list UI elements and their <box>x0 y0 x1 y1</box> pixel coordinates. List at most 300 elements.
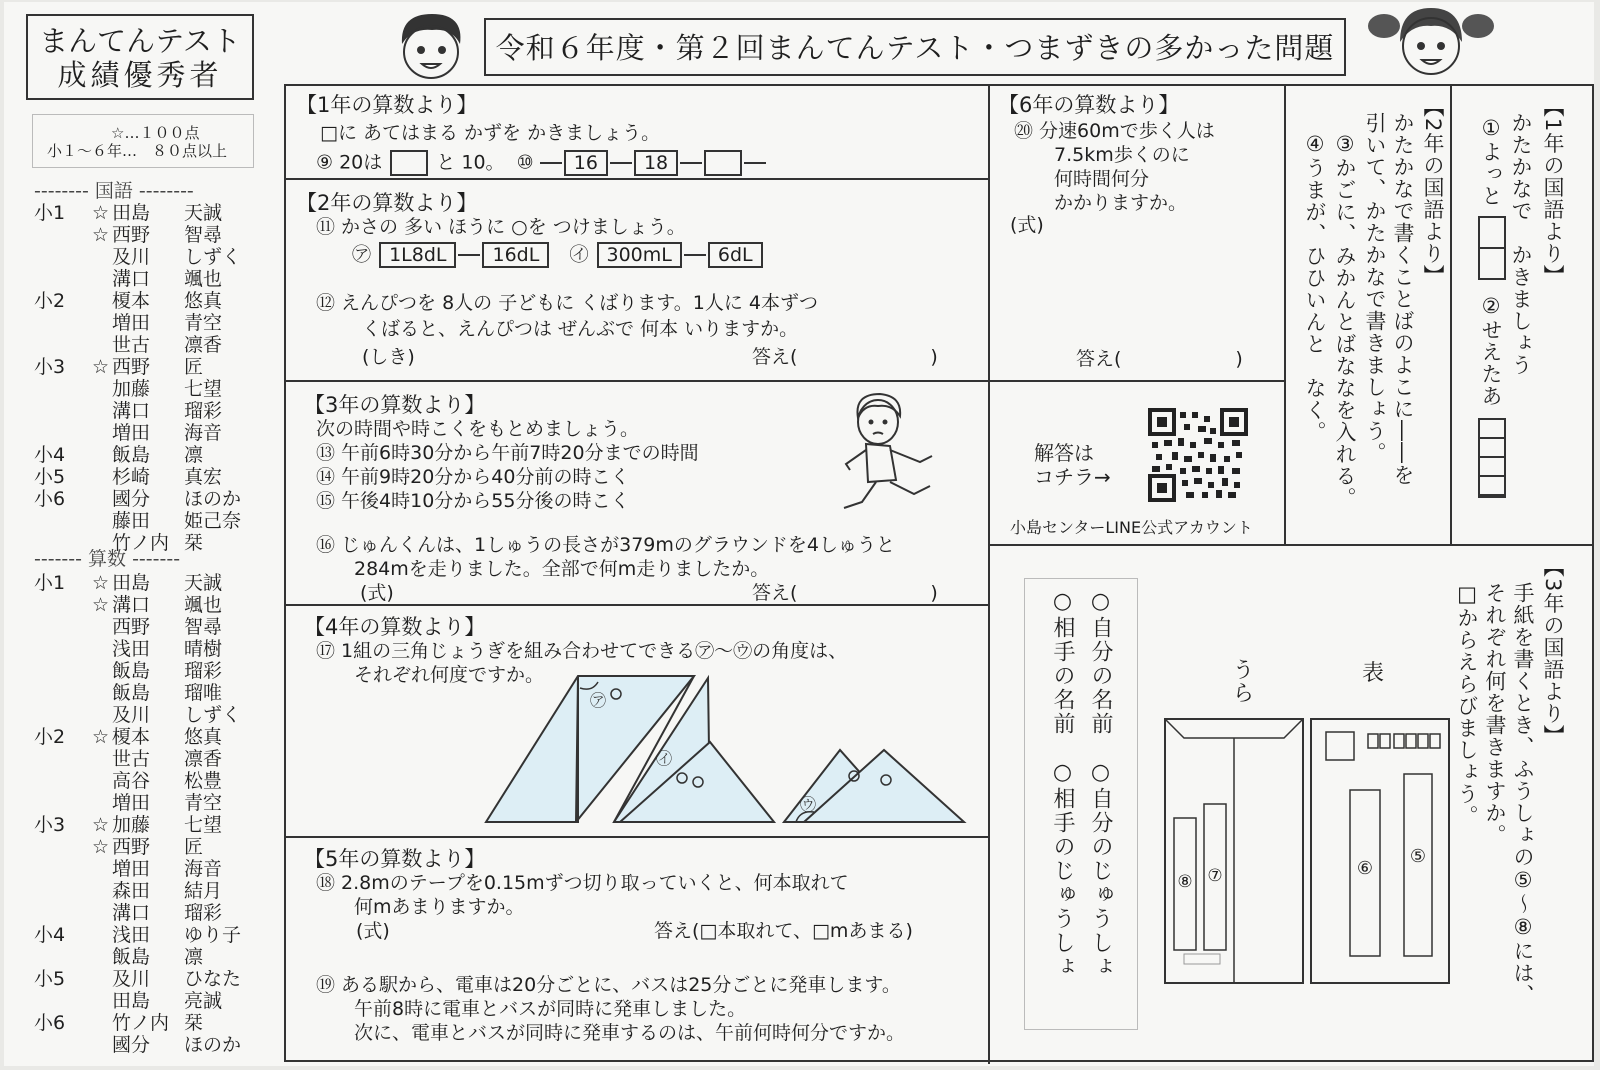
winner-given: 智尋 <box>184 616 223 638</box>
sansu-winner-row <box>34 836 254 858</box>
winner-star: ☆ <box>92 356 110 378</box>
winner-star: ☆ <box>92 836 110 858</box>
winners-title-box <box>26 14 254 100</box>
g5-header: 【5年の算数より】 <box>304 847 486 871</box>
sansu-winner-row <box>34 814 254 836</box>
kokugo2-q3: ③かごに、みかんとばななを入れる。 <box>1333 132 1357 509</box>
winner-grade <box>34 246 92 268</box>
g4-q17-b: それぞれ何度ですか。 <box>354 664 545 686</box>
winner-grade <box>34 990 92 1012</box>
winner-star <box>92 770 112 792</box>
winner-family: 田島 <box>112 202 151 224</box>
choices-line-1: ○自分の名前 ○自分のじゅうしょ <box>1088 589 1113 979</box>
winner-star <box>92 858 112 880</box>
winner-family: 西野 <box>112 836 151 858</box>
winner-grade <box>34 400 92 422</box>
angle-label-a: ㋐ <box>590 691 607 710</box>
winner-grade <box>34 268 92 290</box>
dash <box>680 162 702 164</box>
winner-given: 天誠 <box>184 202 223 224</box>
kokugo1-line-1: かたかなで かきましょう <box>1509 112 1533 376</box>
winner-family: 溝口 <box>112 400 151 422</box>
sansu-winner-row <box>34 682 254 704</box>
g2-q12-a: ⑫ えんぴつを 8人の 子どもに くばります。1人に 4本ずつ <box>316 292 818 314</box>
winner-family: 榎本 <box>112 290 151 312</box>
winner-star <box>92 902 112 924</box>
option-i-1[interactable]: 300mL <box>597 242 682 268</box>
choices-line-2: ○相手の名前 ○相手のじゅうしょ <box>1050 589 1075 979</box>
g4-q17-a: ⑰ 1組の三角じょうぎを組み合わせてできる㋐～㋒の角度は、 <box>316 640 848 662</box>
winner-given: 悠真 <box>184 290 223 312</box>
winner-star <box>92 924 112 946</box>
girl-avatar <box>1366 2 1496 80</box>
winner-star <box>92 422 112 444</box>
g1-header: 【1年の算数より】 <box>296 93 478 117</box>
winner-given: 青空 <box>184 312 223 334</box>
winner-grade: 小1 <box>34 572 66 594</box>
winner-star <box>92 748 112 770</box>
winner-family: 竹ノ内 <box>112 1012 170 1034</box>
g3-q16-a: ⑯ じゅんくんは、1しゅうの長さが379mのグラウンドを4しゅうと <box>316 534 895 556</box>
winner-grade <box>34 836 92 858</box>
winner-star <box>92 990 112 1012</box>
winner-given: 颯也 <box>184 268 223 290</box>
g6-shiki: (式) <box>1010 214 1044 236</box>
winner-given: 匠 <box>184 356 204 378</box>
dash <box>684 254 706 256</box>
g3-q14: ⑭ 午前9時20分から40分前の時こく <box>316 466 630 488</box>
dash <box>610 162 632 164</box>
winner-star <box>92 334 112 356</box>
winner-given: ゆり子 <box>184 924 242 946</box>
g3-header: 【3年の算数より】 <box>304 393 486 417</box>
winner-grade <box>34 748 92 770</box>
winner-grade: 小2 <box>34 290 66 312</box>
sansu-winner-row <box>34 880 254 902</box>
winner-grade <box>34 510 92 532</box>
winner-given: 結月 <box>184 880 223 902</box>
g5-q19-a: ⑲ ある駅から、電車は20分ごとに、バスは25分ごとに発車します。 <box>316 974 901 996</box>
test-sheet <box>4 2 1594 1066</box>
divider-h-6 <box>988 544 1594 546</box>
dash <box>744 162 766 164</box>
winner-given: 瑠彩 <box>184 400 223 422</box>
winner-given: 天誠 <box>184 572 223 594</box>
winner-star: ☆ <box>92 726 110 748</box>
legend-line-1: ☆…１００点 <box>111 124 200 142</box>
divider-v-1 <box>988 84 990 1064</box>
seq-16: 16 <box>564 150 608 176</box>
winner-star: ☆ <box>92 202 110 224</box>
winner-family: 田島 <box>112 572 151 594</box>
winner-star <box>92 268 112 290</box>
g1-q9-q10 <box>316 150 766 176</box>
winner-grade: 小1 <box>34 202 66 224</box>
sansu-winner-row <box>34 594 254 616</box>
winner-given: 海音 <box>184 858 223 880</box>
kokugo-winner-row <box>34 290 254 312</box>
winner-star <box>92 378 112 400</box>
option-a-mark: ㋐ <box>352 243 372 266</box>
winner-star <box>92 1012 112 1034</box>
envelope-slot-7: ⑦ <box>1207 866 1223 886</box>
sansu-winner-row <box>34 572 254 594</box>
winner-family: 溝口 <box>112 268 151 290</box>
winner-grade: 小3 <box>34 356 66 378</box>
kokugo1-q2: ②せえたあ <box>1479 294 1503 407</box>
winner-given: 智尋 <box>184 224 223 246</box>
winner-family: 及川 <box>112 968 151 990</box>
kokugo1-header: 【1年の国語より】 <box>1541 96 1565 287</box>
option-a-1[interactable]: 1L8dL <box>379 242 456 268</box>
winner-family: 藤田 <box>112 510 151 532</box>
winners-legend <box>32 114 254 168</box>
winner-grade: 小2 <box>34 726 66 748</box>
winners-title-2: 成績優秀者 <box>57 58 223 92</box>
winner-star <box>92 638 112 660</box>
kokugo-winner-row <box>34 334 254 356</box>
g6-q20-a: ⑳ 分速60mで歩く人は <box>1014 120 1215 142</box>
winner-given: 真宏 <box>184 466 223 488</box>
kokugo-winner-row <box>34 246 254 268</box>
winner-family: 國分 <box>112 1034 151 1056</box>
envelope-back <box>1164 718 1304 984</box>
winner-family: 竹ノ内 <box>112 532 170 554</box>
sansu-winner-row <box>34 858 254 880</box>
winner-given: ひなた <box>184 968 242 990</box>
q9-text: ⑨ 20は <box>316 151 383 174</box>
q9-answer-box[interactable] <box>390 150 428 176</box>
kokugo3-line-1: 手紙を書くとき、ふうしょの⑤～⑧には、 <box>1511 582 1535 1006</box>
g5-q18-a: ⑱ 2.8mのテープを0.15mずつ切り取っていくと、何本取れて <box>316 872 849 894</box>
winner-grade: 小5 <box>34 968 66 990</box>
g5-q19-c: 次に、電車とバスが同時に発車するのは、午前何時何分ですか。 <box>354 1022 906 1044</box>
winner-family: 増田 <box>112 858 151 880</box>
winner-given: 凛 <box>184 444 204 466</box>
winner-given: 栞 <box>184 1012 204 1034</box>
winner-star <box>92 968 112 990</box>
winner-grade: 小4 <box>34 444 66 466</box>
sansu-winner-row <box>34 1034 254 1056</box>
envelope-slot-5: ⑤ <box>1409 846 1427 867</box>
g5-shiki: (式) <box>356 920 390 942</box>
winner-family: 増田 <box>112 792 151 814</box>
winner-star <box>92 792 112 814</box>
winner-grade <box>34 312 92 334</box>
winner-family: 飯島 <box>112 682 151 704</box>
kokugo-winner-row <box>34 488 254 510</box>
g3-instruction: 次の時間や時こくをもとめましょう。 <box>316 418 640 440</box>
winner-family: 加藤 <box>112 814 151 836</box>
kokugo2-q4: ④うまが、ひひいんと なく。 <box>1303 132 1327 443</box>
sansu-winner-row <box>34 968 254 990</box>
seq-18: 18 <box>634 150 678 176</box>
kokugo3-line-3: □からえらびましょう。 <box>1455 582 1479 827</box>
g5-answer: 答え(□本取れて、□mあまる) <box>654 920 913 942</box>
winner-star <box>92 880 112 902</box>
winner-given: 匠 <box>184 836 204 858</box>
winner-grade <box>34 1034 92 1056</box>
winner-star: ☆ <box>92 224 110 246</box>
winner-grade <box>34 422 92 444</box>
kokugo-winner-row <box>34 202 254 224</box>
kokugo-winner-row <box>34 510 254 532</box>
g2-q11-options <box>352 242 765 268</box>
winner-star <box>92 400 112 422</box>
kokugo2-header: 【2年の国語より】 <box>1421 96 1445 287</box>
q9-text-b: と 10。 <box>436 151 505 174</box>
g6-q20-c: 何時間何分 <box>1054 168 1150 190</box>
kokugo1-q1: ①よっと <box>1479 116 1503 207</box>
sansu-winner-row <box>34 946 254 968</box>
winner-star: ☆ <box>92 594 110 616</box>
kokugo-winner-row <box>34 444 254 466</box>
winner-given: 瑠唯 <box>184 682 223 704</box>
winner-family: 浅田 <box>112 924 151 946</box>
divider-v-3 <box>1450 84 1452 544</box>
winner-family: 西野 <box>112 224 151 246</box>
winner-family: 榎本 <box>112 726 151 748</box>
winner-grade: 小6 <box>34 1012 66 1034</box>
kokugo-winner-row <box>34 466 254 488</box>
g5-q18-b: 何mあまりますか。 <box>354 896 525 918</box>
winner-given: 姫己奈 <box>184 510 242 532</box>
sansu-divider: ------- 算数 ------- <box>34 548 181 570</box>
divider-h-1 <box>284 178 990 180</box>
winner-given: 晴樹 <box>184 638 223 660</box>
winner-family: 杉崎 <box>112 466 151 488</box>
winner-grade: 小4 <box>34 924 66 946</box>
winner-family: 世古 <box>112 748 151 770</box>
winner-given: 悠真 <box>184 726 223 748</box>
sansu-winner-row <box>34 660 254 682</box>
g3-q16-b: 284mを走りました。全部で何m走りましたか。 <box>354 558 770 580</box>
winner-star <box>92 660 112 682</box>
winner-given: 七望 <box>184 814 223 836</box>
divider-h-2 <box>284 380 990 382</box>
winner-family: 西野 <box>112 616 151 638</box>
winner-family: 増田 <box>112 312 151 334</box>
g5-q19-b: 午前8時に電車とバスが同時に発車しました。 <box>354 998 747 1020</box>
winner-star <box>92 466 112 488</box>
g2-q11: ⑪ かさの 多い ほうに ○を つけましょう。 <box>316 216 686 238</box>
kokugo-winner-row <box>34 356 254 378</box>
winner-star: ☆ <box>92 814 110 836</box>
winner-star <box>92 1034 112 1056</box>
winners-title-1: まんてんテスト <box>39 24 241 58</box>
winner-given: 颯也 <box>184 594 223 616</box>
envelope-back-label: うら <box>1229 658 1254 704</box>
winner-star <box>92 312 112 334</box>
winner-grade <box>34 902 92 924</box>
choices-box <box>1024 578 1138 1030</box>
g3-answer: 答え( ) <box>752 582 938 604</box>
winner-star <box>92 682 112 704</box>
winner-grade: 小6 <box>34 488 66 510</box>
angle-label-i: ㋑ <box>656 749 673 768</box>
winner-star <box>92 946 112 968</box>
winner-grade <box>34 660 92 682</box>
winner-grade <box>34 858 92 880</box>
winner-family: 増田 <box>112 422 151 444</box>
kokugo2-line-2: 引いて、かたかなで書きましょう。 <box>1363 112 1387 464</box>
main-title: 令和６年度・第２回まんてんテスト・つまずきの多かった問題 <box>495 31 1335 65</box>
winner-family: 飯島 <box>112 444 151 466</box>
qr-code[interactable] <box>1148 408 1248 502</box>
winner-grade <box>34 946 92 968</box>
winner-family: 飯島 <box>112 946 151 968</box>
g4-header: 【4年の算数より】 <box>304 615 486 639</box>
legend-line-2: 小１～６年… ８０点以上 <box>47 142 228 160</box>
winner-grade <box>34 616 92 638</box>
sansu-winner-row <box>34 1012 254 1034</box>
winner-grade: 小5 <box>34 466 66 488</box>
winner-family: 高谷 <box>112 770 151 792</box>
winner-family: 加藤 <box>112 378 151 400</box>
g6-header: 【6年の算数より】 <box>998 93 1180 117</box>
option-i-2[interactable]: 6dL <box>708 242 763 268</box>
winner-star <box>92 704 112 726</box>
winner-given: 亮誠 <box>184 990 223 1012</box>
winner-given: 松豊 <box>184 770 223 792</box>
winner-given: 凛 <box>184 946 204 968</box>
winner-given: 瑠彩 <box>184 660 223 682</box>
winner-star <box>92 488 112 510</box>
sansu-winner-row <box>34 924 254 946</box>
winner-grade <box>34 880 92 902</box>
g6-answer: 答え( ) <box>1076 348 1243 370</box>
g2-answer: 答え( ) <box>752 346 938 368</box>
winner-family: 浅田 <box>112 638 151 660</box>
divider-v-2 <box>1284 84 1286 544</box>
winner-star <box>92 290 112 312</box>
winner-grade <box>34 792 92 814</box>
g3-q15: ⑮ 午後4時10分から55分後の時こく <box>316 490 630 512</box>
divider-h-4 <box>284 836 990 838</box>
winner-family: 及川 <box>112 246 151 268</box>
winner-grade <box>34 682 92 704</box>
line-account-label: 小島センターLINE公式アカウント <box>1010 518 1253 537</box>
winner-family: 森田 <box>112 880 151 902</box>
winner-given: しずく <box>184 246 242 268</box>
q10-label: ⑩ <box>516 151 534 174</box>
envelope-slot-6: ⑥ <box>1356 858 1374 879</box>
g2-q12-b: くばると、えんぴつは ぜんぶで 何本 いりますか。 <box>362 318 799 340</box>
dash <box>540 162 562 164</box>
kokugo-winner-row <box>34 422 254 444</box>
winner-family: 飯島 <box>112 660 151 682</box>
winner-given: 青空 <box>184 792 223 814</box>
kokugo-winner-list <box>34 202 254 554</box>
g6-q20-d: かかりますか。 <box>1054 192 1188 214</box>
winner-grade <box>34 334 92 356</box>
winner-star <box>92 246 112 268</box>
g2-header: 【2年の算数より】 <box>296 191 478 215</box>
winner-family: 國分 <box>112 488 151 510</box>
boy-avatar <box>392 8 470 82</box>
envelope-front <box>1310 718 1450 984</box>
q2-answer-boxes[interactable] <box>1478 418 1506 498</box>
kokugo-divider: -------- 国語 -------- <box>34 180 194 202</box>
kokugo3-header: 【3年の国語より】 <box>1541 556 1565 747</box>
g6-q20-b: 7.5km歩くのに <box>1054 144 1190 166</box>
winner-star <box>92 510 112 532</box>
winner-given: 凛香 <box>184 748 223 770</box>
kokugo-winner-row <box>34 400 254 422</box>
g1-instruction: □に あてはまる かずを かきましょう。 <box>320 122 661 144</box>
answer-label-1: 解答は <box>1034 441 1094 465</box>
kokugo-winner-row <box>34 378 254 400</box>
sansu-winner-row <box>34 704 254 726</box>
g3-shiki: (式) <box>360 582 394 604</box>
winner-grade: 小3 <box>34 814 66 836</box>
envelope-slot-8: ⑧ <box>1177 872 1193 892</box>
winner-family: 及川 <box>112 704 151 726</box>
sansu-winner-row <box>34 616 254 638</box>
winner-given: 凛香 <box>184 334 223 356</box>
winner-family: 田島 <box>112 990 151 1012</box>
winner-grade <box>34 770 92 792</box>
kokugo3-line-2: それぞれ何を書きますか。 <box>1483 582 1507 846</box>
dash <box>458 254 480 256</box>
sansu-winner-row <box>34 638 254 660</box>
q1-answer-boxes[interactable] <box>1478 216 1506 280</box>
option-i-mark: ㋑ <box>569 243 589 266</box>
kokugo-winner-row <box>34 268 254 290</box>
winner-grade <box>34 594 92 616</box>
winner-star: ☆ <box>92 572 110 594</box>
angle-label-u: ㋒ <box>800 795 817 814</box>
sansu-winner-row <box>34 792 254 814</box>
winner-star <box>92 616 112 638</box>
winner-given: ほのか <box>184 488 242 510</box>
winner-family: 溝口 <box>112 902 151 924</box>
winner-grade <box>34 378 92 400</box>
q10-answer-box[interactable] <box>704 150 742 176</box>
kokugo-winner-row <box>34 224 254 246</box>
g2-shiki: (しき) <box>362 346 415 368</box>
sansu-winner-row <box>34 748 254 770</box>
winner-family: 西野 <box>112 356 151 378</box>
winner-family: 世古 <box>112 334 151 356</box>
winner-family: 溝口 <box>112 594 151 616</box>
kokugo2-line-1: かたかなで書くことばのよこに――を <box>1391 112 1415 486</box>
g3-q13: ⑬ 午前6時30分から午前7時20分までの時間 <box>316 442 699 464</box>
winner-star <box>92 444 112 466</box>
winner-grade <box>34 704 92 726</box>
winner-given: 海音 <box>184 422 223 444</box>
winner-grade <box>34 224 92 246</box>
option-a-2[interactable]: 16dL <box>482 242 549 268</box>
kokugo-winner-row <box>34 312 254 334</box>
winner-given: しずく <box>184 704 242 726</box>
answer-label-2[interactable]: コチラ→ <box>1034 465 1111 489</box>
sansu-winner-row <box>34 902 254 924</box>
envelope-front-label: 表 <box>1362 661 1385 686</box>
winner-given: 瑠彩 <box>184 902 223 924</box>
sansu-winner-row <box>34 770 254 792</box>
divider-h-5 <box>988 380 1286 382</box>
sansu-winner-row <box>34 990 254 1012</box>
winner-grade <box>34 638 92 660</box>
winner-given: 栞 <box>184 532 204 554</box>
running-boy-illustration <box>840 390 950 522</box>
sansu-winner-row <box>34 726 254 748</box>
triangle-rulers-figure <box>484 670 984 830</box>
winner-given: 七望 <box>184 378 223 400</box>
sansu-winner-list <box>34 572 254 1056</box>
main-title-box <box>484 18 1346 76</box>
